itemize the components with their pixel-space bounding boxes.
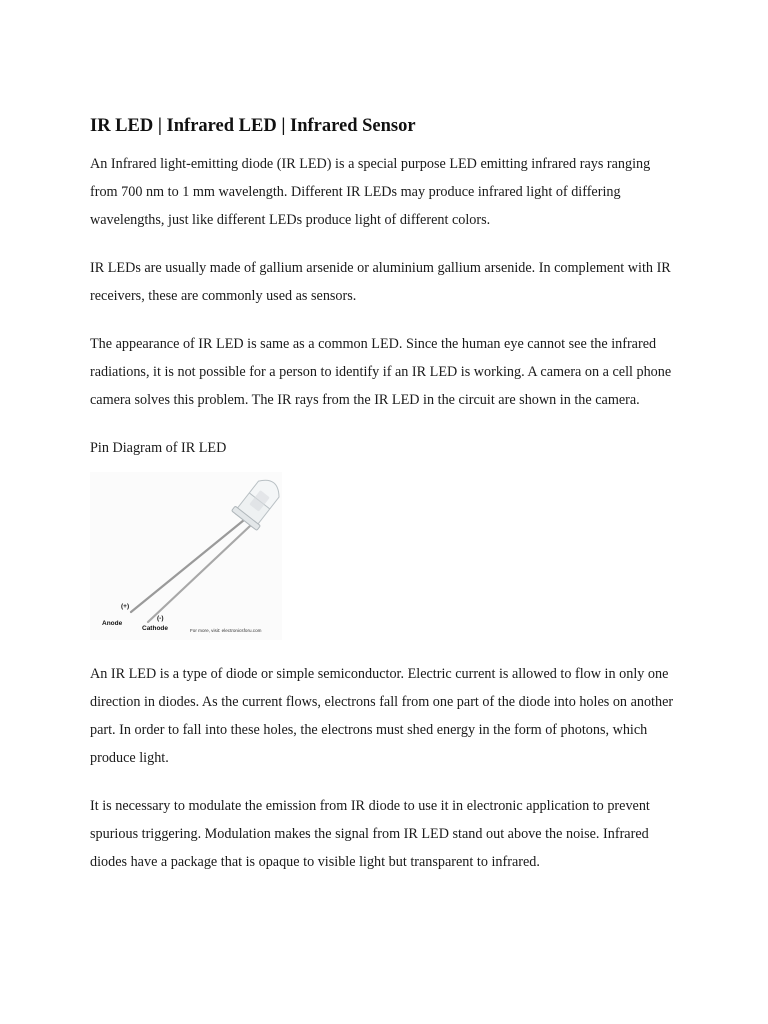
paragraph-materials: IR LEDs are usually made of gallium arsenide or aluminium gallium arsenide. In complement with IR receivers, these are commonly used as sensors.	[90, 260, 671, 304]
cathode-sign: (-)	[157, 615, 164, 622]
paragraph-modulation: It is necessary to modulate the emission from IR diode to use it in electronic application to prevent spurious triggering. Modulation makes the signal from IR LED stand out above the noise. Infrared diodes have a package that is opaque to visible light but transparent to infrared.	[90, 798, 650, 870]
paragraph-appearance: The appearance of IR LED is same as a common LED. Since the human eye cannot see the infrared radiations, it is not possible for a person to identify if an IR LED is working. A camera on a cell phone camera solves this problem. The IR rays from the IR LED in the circuit are shown in the camera.	[90, 336, 672, 408]
ir-led-pin-diagram-image	[90, 472, 282, 640]
document-page	[90, 114, 680, 896]
anode-sign: (+)	[121, 603, 130, 610]
cathode-label: Cathode	[142, 625, 168, 632]
ir-led-illustration	[90, 472, 282, 640]
figure-credit: For more, visit: electronicsforu.com	[190, 628, 262, 633]
anode-label: Anode	[102, 620, 123, 627]
paragraph-intro: An Infrared light-emitting diode (IR LED) is a special purpose LED emitting infrared rays ranging from 700 nm to 1 mm wavelength. Different IR LEDs may produce infrared light of differing wavelengths, just like different LEDs produce light of different colors.	[90, 156, 651, 228]
paragraph-semiconductor: An IR LED is a type of diode or simple semiconductor. Electric current is allowed to flow in only one direction in diodes. As the current flows, electrons fall from one part of the diode into holes on another part. In order to fall into these holes, the electrons must shed energy in the form of photons, which produce light.	[90, 666, 674, 766]
page-title: IR LED | Infrared LED | Infrared Sensor	[90, 116, 416, 136]
section-heading-pin-diagram: Pin Diagram of IR LED	[90, 440, 227, 456]
